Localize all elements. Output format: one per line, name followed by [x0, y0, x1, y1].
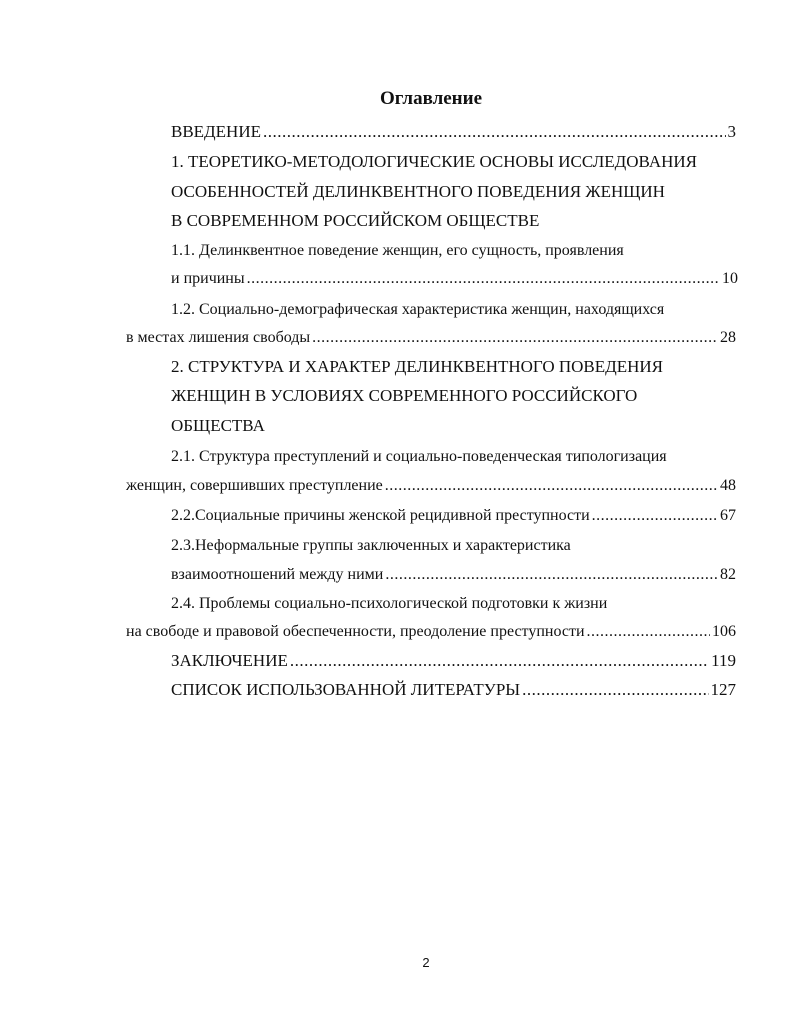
toc-entry-page: 3 [727, 122, 736, 141]
toc-section-1-1-line-1: 1.1. Делинквентное поведение женщин, его сущность, проявления [171, 242, 624, 259]
toc-entry-introduction [171, 121, 736, 143]
toc-section-2-2 [171, 505, 736, 527]
toc-chapter-1-line-3: В СОВРЕМЕННОМ РОССИЙСКОМ ОБЩЕСТВЕ [171, 211, 540, 230]
toc-section-2-4-line-2 [126, 621, 736, 643]
toc-entry-text: взаимоотношений между ними [171, 566, 384, 583]
toc-chapter-1-line-1: 1. ТЕОРЕТИКО-МЕТОДОЛОГИЧЕСКИЕ ОСНОВЫ ИССЛЕДОВАНИЯ [171, 152, 697, 171]
toc-chapter-2-line-3: ОБЩЕСТВА [171, 416, 265, 435]
toc-entry-page: 67 [720, 507, 736, 524]
toc-entry-text: ВВЕДЕНИЕ [171, 122, 261, 141]
toc-entry-text: на свободе и правовой обеспеченности, преодоление преступности [126, 623, 585, 640]
toc-entry-page: 127 [710, 680, 736, 699]
toc-entry-text: в местах лишения свободы [126, 329, 311, 346]
toc-entry-page: 119 [711, 651, 736, 670]
toc-entry-text: женщин, совершивших преступление [126, 477, 383, 494]
toc-chapter-2-line-1: 2. СТРУКТУРА И ХАРАКТЕР ДЕЛИНКВЕНТНОГО ПОВЕДЕНИЯ [171, 357, 664, 376]
page-number: 2 [422, 955, 430, 970]
toc-entry-page: 106 [712, 623, 736, 640]
toc-entry-page: 28 [720, 329, 736, 346]
toc-section-2-3-line-1: 2.3.Неформальные группы заключенных и характеристика [171, 537, 571, 554]
toc-entry-text: СПИСОК ИСПОЛЬЗОВАННОЙ ЛИТЕРАТУРЫ [171, 680, 521, 699]
toc-entry-conclusion [171, 650, 736, 672]
toc-section-1-2-line-2 [126, 327, 736, 349]
toc-entry-page: 48 [720, 477, 736, 494]
toc-entry-page: 82 [720, 566, 736, 583]
toc-section-2-1-line-1: 2.1. Структура преступлений и социально-поведенческая типологизация [171, 448, 667, 465]
toc-section-2-4-line-1: 2.4. Проблемы социально-психологической подготовки к жизни [171, 595, 608, 612]
toc-section-2-1-line-2 [126, 475, 736, 497]
toc-section-1-2-line-1: 1.2. Социально-демографическая характеристика женщин, находящихся [171, 301, 665, 318]
toc-entry-text: и причины [171, 270, 245, 287]
toc-section-2-3-line-2 [171, 564, 736, 586]
toc-entry-text: ЗАКЛЮЧЕНИЕ [171, 651, 288, 670]
toc-entry-bibliography [171, 679, 736, 701]
toc-entry-page: 10 [722, 270, 738, 287]
toc-section-1-1-line-2 [171, 268, 738, 290]
toc-chapter-1-line-2: ОСОБЕННОСТЕЙ ДЕЛИНКВЕНТНОГО ПОВЕДЕНИЯ ЖЕНЩИН [171, 182, 665, 201]
toc-chapter-2-line-2: ЖЕНЩИН В УСЛОВИЯХ СОВРЕМЕННОГО РОССИЙСКОГО [171, 386, 638, 405]
toc-entry-text: 2.2.Социальные причины женской рецидивной преступности [171, 507, 590, 524]
page-title: Оглавление [379, 88, 483, 109]
